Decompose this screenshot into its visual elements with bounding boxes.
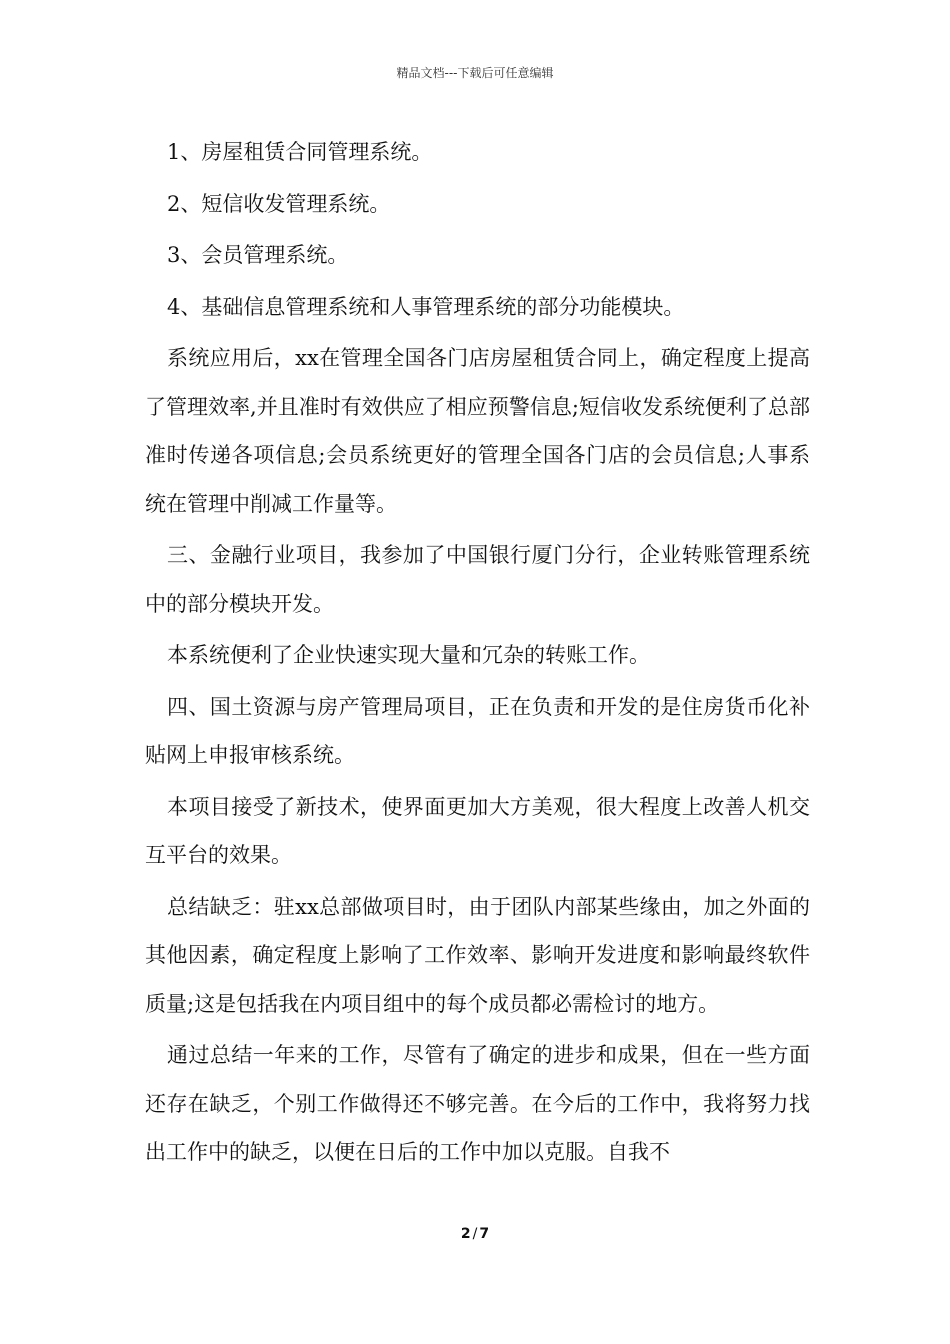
page-number — [0, 1226, 950, 1242]
list-item-4: 4、基础信息管理系统和人事管理系统的部分功能模块。 — [167, 294, 685, 319]
paragraph-new-technology: 本项目接受了新技术，使界面更加大方美观，很大程度上改善人机交互平台的效果。 — [145, 794, 810, 867]
list-item-3: 3、会员管理系统。 — [167, 243, 349, 267]
paragraph-land-project: 四、国土资源与房产管理局项目，正在负责和开发的是住房货币化补贴网上申报审核系统。 — [145, 694, 810, 767]
document-body — [145, 128, 810, 1180]
page-header: 精品文档---下载后可任意编辑 — [396, 66, 554, 80]
paragraph-finance-project: 三、金融行业项目，我参加了中国银行厦门分行，企业转账管理系统中的部分模块开发。 — [145, 543, 810, 616]
page-separator: / — [472, 1226, 478, 1242]
paragraph-conclusion: 通过总结一年来的工作，尽管有了确定的进步和成果，但在一些方面还存在缺乏，个别工作做得还不够完善。在今后的工作中，我将努力找出工作中的缺乏，以便在日后的工作中加以克服。自我不 — [145, 1043, 810, 1164]
paragraph-system-application: 系统应用后，xx在管理全国各门店房屋租赁合同上，确定程度上提高了管理效率,并且准时有效供应了相应预警信息;短信收发系统便利了总部准时传递各项信息;会员系统更好的管理全国各门店的会员信息;人事系统在管理中削减工作量等。 — [145, 346, 810, 516]
paragraph-shortcomings: 总结缺乏：驻xx总部做项目时，由于团队内部某些缘由，加之外面的其他因素，确定程度上影响了工作效率、影响开发进度和影响最终软件质量;这是包括我在内项目组中的每个成员都必需检讨的地方。 — [145, 894, 810, 1016]
total-pages: 7 — [479, 1226, 490, 1242]
current-page: 2 — [460, 1226, 471, 1242]
paragraph-finance-summary: 本系统便利了企业快速实现大量和冗杂的转账工作。 — [167, 643, 650, 667]
list-item-2: 2、短信收发管理系统。 — [167, 191, 391, 216]
list-item-1: 1、房屋租赁合同管理系统。 — [167, 140, 433, 164]
